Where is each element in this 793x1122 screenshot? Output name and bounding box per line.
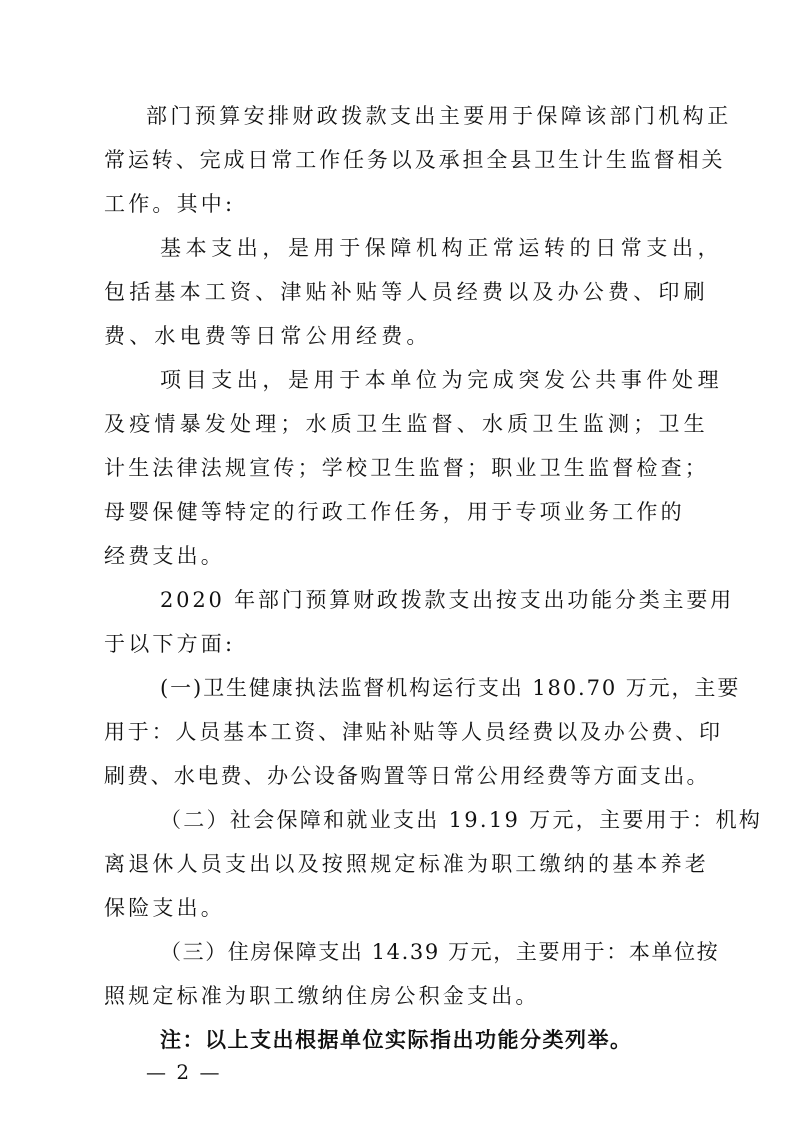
paragraph-3-line-1: 项目支出，是用于本单位为完成突发公共事件处理 — [160, 368, 724, 392]
paragraph-3-line-4: 母婴保健等特定的行政工作任务，用于专项业务工作的 — [104, 500, 685, 524]
paragraph-2-line-1: 基本支出，是用于保障机构正常运转的日常支出， — [160, 236, 724, 260]
paragraph-5-line-1: (一)卫生健康执法监督机构运行支出 180.70 万元，主要 — [160, 676, 741, 700]
paragraph-4-line-1: 2020 年部门预算财政拨款支出按支出功能分类主要用 — [160, 588, 734, 612]
paragraph-5-line-2: 用于：人员基本工资、津贴补贴等人员经费以及办公费、印 — [104, 720, 723, 744]
paragraph-7-line-1: （三）住房保障支出 14.39 万元，主要用于：本单位按 — [160, 940, 720, 964]
note-text: 注：以上支出根据单位实际指出功能分类列举。 — [160, 1027, 633, 1052]
paragraph-2-line-2: 包括基本工资、津贴补贴等人员经费以及办公费、印刷 — [104, 280, 709, 304]
paragraph-3-line-3: 计生法律法规宣传；学校卫生监督；职业卫生监督检查； — [104, 456, 709, 480]
paragraph-3-line-2: 及疫情暴发处理；水质卫生监督、水质卫生监测；卫生 — [104, 412, 709, 436]
paragraph-1-line-2: 常运转、完成日常工作任务以及承担全县卫生计生监督相关 — [104, 148, 726, 172]
paragraph-2-line-3: 费、水电费等日常公用经费。 — [104, 324, 432, 348]
paragraph-4-line-2: 于以下方面: — [104, 632, 236, 656]
paragraph-6-line-3: 保险支出。 — [104, 896, 225, 920]
paragraph-6-line-1: （二）社会保障和就业支出 19.19 万元，主要用于：机构 — [160, 808, 763, 832]
paragraph-3-line-5: 经费支出。 — [104, 544, 225, 568]
paragraph-1-line-1: 部门预算安排财政拨款支出主要用于保障该部门机构正 — [146, 104, 732, 128]
paragraph-6-line-2: 离退休人员支出以及按照规定标准为职工缴纳的基本养老 — [104, 852, 709, 876]
paragraph-7-line-2: 照规定标准为职工缴纳住房公积金支出。 — [104, 984, 540, 1008]
paragraph-1-line-3: 工作。其中: — [104, 192, 236, 216]
page-number: — 2 — — [146, 1060, 222, 1084]
paragraph-5-line-3: 刷费、水电费、办公设备购置等日常公用经费等方面支出。 — [104, 764, 710, 788]
